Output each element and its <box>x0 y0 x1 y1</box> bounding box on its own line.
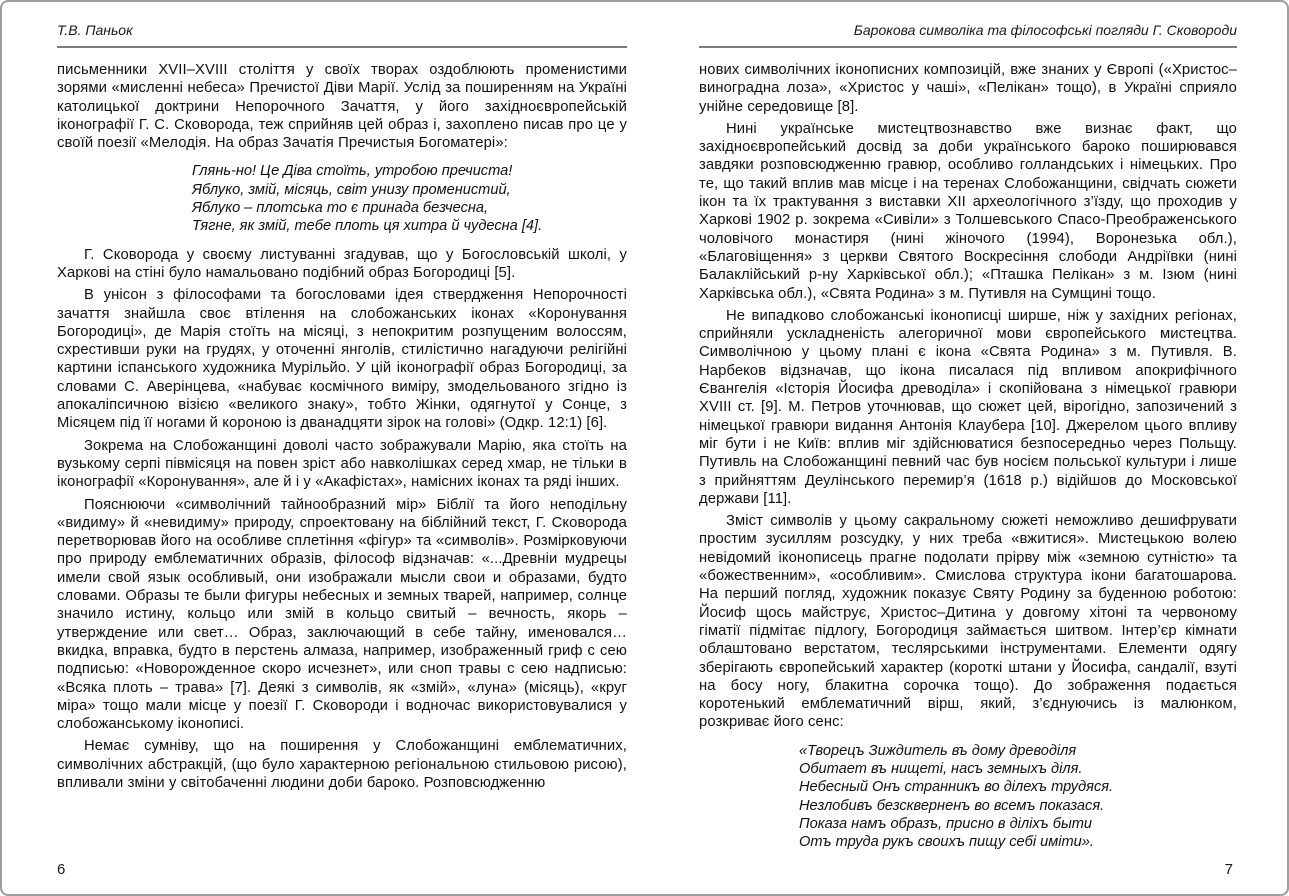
left-header-rule <box>57 46 627 48</box>
right-page-body <box>699 61 1237 851</box>
poem-line: Глянь-но! Це Діва стоїть, утробою пречиста! <box>192 163 513 180</box>
poem-line: Яблуко, змій, місяць, світ унизу променистий, <box>192 181 511 198</box>
poem-line: «Творецъ Зиждитель въ дому древоділя <box>799 742 1077 759</box>
poem-tvorets-zizhditel <box>799 742 1237 852</box>
right-page <box>699 22 1237 852</box>
left-page-number: 6 <box>57 861 66 878</box>
poem-line: Небесный Онъ странникъ во ділехъ трудяся. <box>799 779 1114 796</box>
right-running-header: Барокова символіка та філософські погляди Г. Сковороди <box>853 22 1237 38</box>
left-page-body <box>57 61 627 792</box>
paragraph: Г. Сковорода у своєму листуванні згадував, що у Богословській школі, у Харкові на стіні було намальовано подібний образ Богородиці [5]. <box>57 246 627 281</box>
paragraph: В унісон з філософами та богословами ідея ствердження Непорочності зачаття знайшла своє втілення на слобожанських іконах «Коронування Богородиці», де Марія стоїть на місяці, з непокритим розпущеним волоссям, схрестивши руки на грудях, у оточенні янголів, стилістично нагадуючи релігійні картини іспанського художника Мурільйо. У цій іконографії образ Богородиці, за словами С. Аверінцева, «набуває космічного виміру, змодельованого згідно із апокаліпсичною візією «великого знаку», тобто Жінки, одягнутої у Сонце, з Місяцем під її ногами й короною із дванадцяти зірок на голові» (Одкр. 12:1) [6]. <box>57 287 627 432</box>
poem-line: Незлобивъ безскверненъ во всемъ показася. <box>799 797 1105 814</box>
right-header-rule <box>699 46 1237 48</box>
poem-melodiya <box>192 162 627 235</box>
left-page <box>57 22 627 852</box>
paragraph: Пояснюючи «символічний тайнообразний мір» Біблії та його неподільну «видиму» й «невидиму» природу, спроектовану на біблійний текст, Г. Сковорода перетворював його на особливе сплетіння «фігур» та «символів». Розмірковуючи про природу емблематичних образів, філософ відзначав: «...Древніи мудрецы имели свой язык особливый, они изображали мысли свои и образами, будто словами. Образы те были фигуры небесных и земных тварей, например, солнце значило истину, кольцо или змій в кольцо свитый – вечность, якорь – утверждение или свет… Образ, заключающий в себе тайну, именовался… вкидка, вправка, будто в перстень алмаза, например, изображенный гриф с сею подписью: «Новорожденное скоро исчезнет», или сноп травы с сею надписью: «Всяка плоть – трава» [7]. Деякі з символів, як «змій», «луна» (місяць), «круг міра» тощо мали місце у поезії Г. Сковороди і водночас використовувалися у слобожанському іконописі. <box>57 496 627 733</box>
paragraph: Нині українське мистецтвознавство вже визнає факт, що західноєвропейський досвід за доби українського бароко поширювався завдяки розповсюдженню гравюр, особливо голландських і німецьких. Про те, що такий вплив мав місце і на теренах Слобожанщини, свідчать сюжети ікон та їх трактування з виставки XII археологічного з’їзду, що проходив у Харкові 1902 р. зокрема «Сивіли» з Толшевського Спасо-Преображенського чоловічого монастиря (нині жіночого (1994), Воронезька обл.), «Благовіщення» з церкви Святого Воскресіння слободи Андріївки (нині Балаклійський р-ну Харківської обл.); «Пташка Пелікан» з м. Ізюм (нині Харківська обл.), «Свята Родина» з м. Путивля на Сумщині тощо. <box>699 120 1237 302</box>
poem-line: Яблуко – плотська то є принада безчесна, <box>192 200 489 217</box>
paragraph: Зокрема на Слобожанщині доволі часто зображували Марію, яка стоїть на вузькому серпі півмісяця на повен зріст або навколішках серед хмар, не тільки в іконографії «Коронування», але й і у «Акафістах», намісних іконах та ряді інших. <box>57 437 627 491</box>
left-running-header: Т.В. Паньок <box>57 22 133 38</box>
poem-line: Отъ труда рукъ своихъ пищу себі иміти». <box>799 834 1094 851</box>
paragraph: Зміст символів у цьому сакральному сюжеті неможливо дешифрувати простим зусиллям розсудку, у них треба «вжитися». Мистецькою волею невідомий іконописець прагне подолати прірву між «земною сутністю» та «божественним», «особливим». Смислова структура ікони багатошарова. На перший погляд, художник показує Святу Родину за буденною роботою: Йосиф щось майструє, Христос–Дитина у довгому хітоні та червоному гіматії підмітає підлогу, Богородиця займається шитвом. Інтер’єр кімнати облаштовано верстатом, теслярськими інструментами. Елементи одягу зберігають європейський характер (короткі штани у Йосифа, сандалії, взуті на босу ногу, блакитна сорочка тощо). До зображення подається коротенький емблематичний вірш, який, з’єднуючись із малюнком, розкриває його сенс: <box>699 513 1237 731</box>
right-page-number: 7 <box>1224 861 1233 878</box>
poem-line: Показа намъ образъ, присно в діліхъ быти <box>799 815 1093 832</box>
paragraph: письменники XVII–XVIII століття у своїх творах оздоблюють променистими зорями «мисленні небеса» Пречистої Діви Марії. Услід за поширенням на Україні католицької доктрини Непорочного Зачаття, у його західноєвропейській іконографії Г. С. Сковорода, теж сприйняв цей образ і, захоплено писав про це у своїй поезії «Мелодія. На образ Зачатія Пречистыя Богоматері»: <box>57 62 627 152</box>
paragraph: Немає сумніву, що на поширення у Слобожанщині емблематичних, символічних абстракцій, (що було характерною регіональною стильовою рисою), впливали зміни у світобаченні людини доби бароко. Розповсюдженню <box>57 738 627 791</box>
poem-line: Обитает въ нищеті, насъ земныхъ діля. <box>799 760 1083 777</box>
poem-line: Тягне, як змій, тебе плоть ця хитра й чудесна [4]. <box>192 218 543 235</box>
paragraph: Не випадково слобожанські іконописці ширше, ніж у західних регіонах, сприйняли ускладненість алегоричної мови європейського мистецтва. Символічною у цьому плані є ікона «Свята Родина» з м. Путивля. В. Нарбеков відзначав, що ікона писалася під впливом апокрифічного Євангелія «Історія Йосифа древоділа» і скопійована з німецької гравюри XVIII ст. [9]. М. Петров уточнював, що сюжет цей, вірогідно, запозичений з німецької гравюри видання Антонія Клаубера [10]. Джерелом цього впливу міг бути і не Київ: вплив міг здійснюватися безпосередньо через Польщу. Путивль на Слобожанщині певний час був носієм польської культури і лише з прийняттям Деулінського перемир’я (1618 р.) відійшов до Московської держави [11]. <box>699 307 1237 507</box>
paragraph: нових символічних іконописних композицій, вже знаних у Європі («Христос–виноградна лоза», «Христос у чаші», «Пелікан» тощо), в Україні сприяло унійне середовище [8]. <box>699 62 1237 115</box>
